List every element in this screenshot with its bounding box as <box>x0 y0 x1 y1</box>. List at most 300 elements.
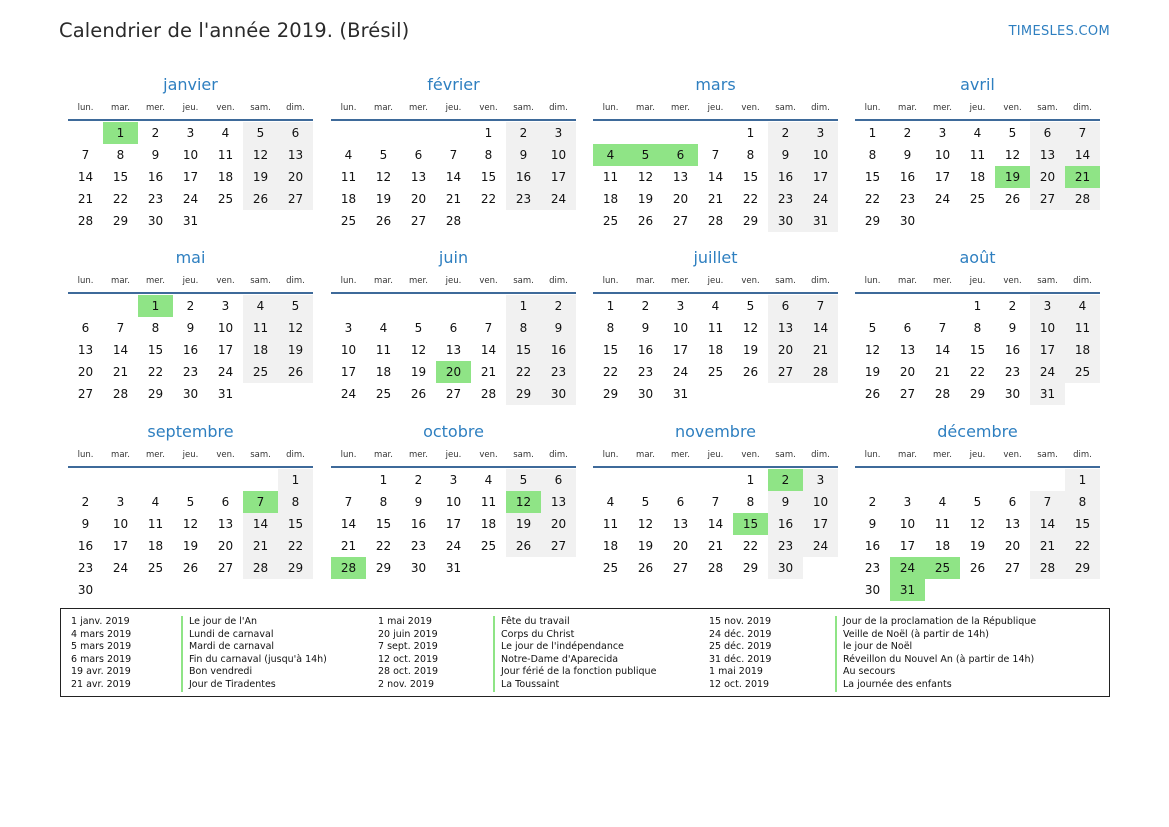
weekday-label: sam. <box>775 450 796 460</box>
day-cell: 7 <box>803 295 838 317</box>
day-cell: 10 <box>112 517 129 531</box>
day-cell-empty <box>68 469 103 491</box>
day-cell: 21 <box>480 365 497 379</box>
day-cell: 24 <box>217 365 234 379</box>
day-cell: 17 <box>899 539 916 553</box>
day-cell: 4 <box>151 495 160 509</box>
day-cell: 26 <box>969 561 986 575</box>
day-cell: 1 <box>278 469 313 491</box>
day-cell: 10 <box>541 144 576 166</box>
weekday-label: jeu. <box>445 103 462 113</box>
month-name: juin <box>438 248 469 267</box>
weekday-label: ven. <box>479 450 498 460</box>
day-cell: 25 <box>1065 361 1100 383</box>
day-cell: 20 <box>77 365 94 379</box>
weekday-label: jeu. <box>182 103 199 113</box>
day-grid <box>855 122 1100 232</box>
weekday-label: ven. <box>741 450 760 460</box>
day-cell: 26 <box>278 361 313 383</box>
day-cell-empty <box>855 469 890 491</box>
day-cell: 8 <box>116 148 125 162</box>
day-cell: 12 <box>243 144 278 166</box>
day-cell: 18 <box>480 517 497 531</box>
weekday-label: mer. <box>146 450 165 460</box>
day-cell: 16 <box>637 343 654 357</box>
day-cell: 21 <box>1030 535 1065 557</box>
holiday-cell: 21 <box>1065 166 1100 188</box>
day-cell: 22 <box>278 535 313 557</box>
day-cell: 26 <box>410 387 427 401</box>
weekday-label: sam. <box>513 276 534 286</box>
day-cell: 28 <box>1065 188 1100 210</box>
holiday-cell: 12 <box>506 491 541 513</box>
day-cell: 8 <box>973 321 982 335</box>
day-cell: 6 <box>768 295 803 317</box>
holiday-cell: 5 <box>628 144 663 166</box>
day-cell: 14 <box>340 517 357 531</box>
month-name: décembre <box>937 422 1018 441</box>
day-cell: 12 <box>864 343 881 357</box>
weekday-header <box>331 447 576 463</box>
weekday-header <box>855 273 1100 289</box>
day-cell: 22 <box>742 539 759 553</box>
day-cell: 30 <box>147 214 164 228</box>
day-cell: 22 <box>375 539 392 553</box>
day-cell: 23 <box>768 188 803 210</box>
legend-holiday-name: Le jour de l'An <box>181 616 327 629</box>
day-cell: 10 <box>934 148 951 162</box>
day-cell: 17 <box>1030 339 1065 361</box>
day-cell: 8 <box>868 148 877 162</box>
weekday-label: sam. <box>513 450 534 460</box>
day-cell: 13 <box>768 317 803 339</box>
day-cell: 9 <box>414 495 423 509</box>
day-grid <box>593 295 838 405</box>
day-cell: 15 <box>112 170 129 184</box>
day-cell: 21 <box>707 192 724 206</box>
month-calendar <box>331 74 576 232</box>
day-cell: 5 <box>278 295 313 317</box>
day-cell: 13 <box>1004 517 1021 531</box>
day-cell: 28 <box>112 387 129 401</box>
day-cell: 11 <box>480 495 497 509</box>
day-cell: 18 <box>217 170 234 184</box>
day-cell: 10 <box>672 321 689 335</box>
day-cell: 18 <box>602 192 619 206</box>
day-cell: 14 <box>1065 144 1100 166</box>
day-cell: 12 <box>182 517 199 531</box>
legend-holiday-name: Fête du travail <box>493 616 656 629</box>
day-cell: 9 <box>151 148 160 162</box>
day-grid <box>68 122 313 232</box>
day-cell: 4 <box>243 295 278 317</box>
header-divider <box>593 119 838 121</box>
day-cell: 9 <box>768 144 803 166</box>
day-cell: 23 <box>77 561 94 575</box>
day-cell: 4 <box>1065 295 1100 317</box>
day-cell: 25 <box>243 361 278 383</box>
day-cell: 8 <box>506 317 541 339</box>
day-grid <box>331 295 576 405</box>
holiday-cell: 4 <box>593 144 628 166</box>
day-cell: 28 <box>480 387 497 401</box>
day-cell: 8 <box>746 495 755 509</box>
day-cell: 20 <box>672 192 689 206</box>
weekday-label: ven. <box>741 103 760 113</box>
day-cell: 4 <box>973 126 982 140</box>
day-cell: 27 <box>278 188 313 210</box>
day-cell: 2 <box>151 126 160 140</box>
day-cell-empty <box>995 469 1030 491</box>
day-cell: 6 <box>541 469 576 491</box>
day-cell: 11 <box>934 517 951 531</box>
legend-holiday-name: Corps du Christ <box>493 629 656 642</box>
day-cell-empty <box>401 295 436 317</box>
weekday-label: dim. <box>286 276 305 286</box>
weekday-label: dim. <box>286 103 305 113</box>
day-cell: 20 <box>1030 166 1065 188</box>
day-cell: 25 <box>480 539 497 553</box>
day-cell: 17 <box>340 365 357 379</box>
day-cell: 1 <box>506 295 541 317</box>
weekday-label: mer. <box>671 276 690 286</box>
day-cell: 20 <box>217 539 234 553</box>
day-cell: 12 <box>637 517 654 531</box>
weekday-label: ven. <box>216 103 235 113</box>
day-cell: 8 <box>151 321 160 335</box>
legend-holiday-name: Veille de Noël (à partir de 14h) <box>835 629 1036 642</box>
day-cell: 22 <box>1065 535 1100 557</box>
day-cell: 30 <box>541 383 576 405</box>
day-cell: 6 <box>81 321 90 335</box>
day-cell: 4 <box>379 321 388 335</box>
weekday-label: mer. <box>933 276 952 286</box>
header-divider <box>68 119 313 121</box>
holiday-cell: 1 <box>103 122 138 144</box>
legend-date: 28 oct. 2019 <box>378 666 439 678</box>
weekday-label: mar. <box>374 450 393 460</box>
month-calendar <box>68 74 313 232</box>
day-cell: 26 <box>243 188 278 210</box>
day-cell: 10 <box>182 148 199 162</box>
day-cell: 12 <box>969 517 986 531</box>
day-cell: 9 <box>641 321 650 335</box>
day-cell: 29 <box>112 214 129 228</box>
day-cell: 26 <box>637 561 654 575</box>
day-cell: 5 <box>746 299 755 313</box>
month-name: novembre <box>674 422 757 441</box>
weekday-label: mar. <box>111 103 130 113</box>
weekday-header <box>855 447 1100 463</box>
day-cell: 20 <box>410 192 427 206</box>
day-cell: 28 <box>707 561 724 575</box>
day-cell: 23 <box>899 192 916 206</box>
day-cell: 3 <box>803 122 838 144</box>
day-cell-empty <box>366 295 401 317</box>
holiday-cell: 31 <box>890 579 925 601</box>
day-cell: 19 <box>410 365 427 379</box>
day-cell-empty <box>960 469 995 491</box>
day-cell-empty <box>925 295 960 317</box>
day-cell: 11 <box>375 343 392 357</box>
header-divider <box>593 292 838 294</box>
day-cell: 5 <box>506 469 541 491</box>
day-cell: 2 <box>414 473 423 487</box>
month-name: mars <box>695 75 736 94</box>
day-cell: 13 <box>672 517 689 531</box>
day-cell: 10 <box>1030 317 1065 339</box>
day-cell: 20 <box>899 365 916 379</box>
day-cell: 1 <box>606 299 615 313</box>
weekday-label: dim. <box>1073 276 1092 286</box>
day-cell-empty <box>890 469 925 491</box>
day-cell: 7 <box>484 321 493 335</box>
legend-name-column <box>493 616 656 692</box>
day-cell-empty <box>698 122 733 144</box>
day-cell: 3 <box>676 299 685 313</box>
weekday-label: sam. <box>1037 103 1058 113</box>
day-cell: 6 <box>221 495 230 509</box>
holiday-cell: 7 <box>243 491 278 513</box>
day-cell-empty <box>208 469 243 491</box>
day-cell: 29 <box>742 561 759 575</box>
day-cell: 29 <box>602 387 619 401</box>
weekday-header <box>855 100 1100 116</box>
day-cell: 18 <box>375 365 392 379</box>
day-cell: 23 <box>1004 365 1021 379</box>
brand-link[interactable]: TIMESLES.COM <box>1008 24 1110 39</box>
day-cell-empty <box>331 122 366 144</box>
day-cell: 9 <box>903 148 912 162</box>
day-cell: 15 <box>1065 513 1100 535</box>
day-cell: 11 <box>243 317 278 339</box>
legend-holiday-name: La Toussaint <box>493 679 656 692</box>
day-cell: 4 <box>344 148 353 162</box>
day-cell-empty <box>331 295 366 317</box>
weekday-label: lun. <box>340 276 357 286</box>
day-cell: 23 <box>506 188 541 210</box>
day-cell: 16 <box>410 517 427 531</box>
day-cell: 19 <box>864 365 881 379</box>
day-cell: 14 <box>243 513 278 535</box>
day-cell-empty <box>366 122 401 144</box>
day-cell: 7 <box>938 321 947 335</box>
weekday-label: jeu. <box>969 450 986 460</box>
day-cell: 14 <box>934 343 951 357</box>
day-cell: 30 <box>864 583 881 597</box>
day-cell: 6 <box>278 122 313 144</box>
day-cell: 23 <box>637 365 654 379</box>
day-cell: 24 <box>672 365 689 379</box>
legend-holiday-name: La journée des enfants <box>835 679 1036 692</box>
day-cell: 27 <box>217 561 234 575</box>
day-grid <box>855 295 1100 405</box>
day-cell: 30 <box>768 557 803 579</box>
day-cell: 22 <box>602 365 619 379</box>
day-cell-empty <box>243 469 278 491</box>
day-cell-empty <box>855 295 890 317</box>
weekday-label: jeu. <box>707 450 724 460</box>
day-cell: 28 <box>1030 557 1065 579</box>
weekday-label: jeu. <box>182 276 199 286</box>
day-cell: 9 <box>186 321 195 335</box>
month-calendar <box>331 247 576 405</box>
day-cell-empty <box>663 122 698 144</box>
weekday-label: lun. <box>77 450 94 460</box>
legend-holiday-name: Notre-Dame d'Aparecida <box>493 654 656 667</box>
weekday-label: lun. <box>77 276 94 286</box>
day-cell: 15 <box>147 343 164 357</box>
day-cell: 31 <box>1030 383 1065 405</box>
weekday-label: dim. <box>811 276 830 286</box>
day-cell: 20 <box>768 339 803 361</box>
weekday-label: sam. <box>1037 276 1058 286</box>
day-cell-empty <box>436 122 471 144</box>
day-cell: 7 <box>116 321 125 335</box>
weekday-label: dim. <box>549 276 568 286</box>
day-cell: 17 <box>934 170 951 184</box>
day-cell: 5 <box>414 321 423 335</box>
day-cell: 19 <box>182 539 199 553</box>
day-cell: 8 <box>606 321 615 335</box>
month-calendar <box>593 74 838 232</box>
day-cell: 17 <box>112 539 129 553</box>
day-cell: 15 <box>506 339 541 361</box>
day-cell: 3 <box>803 469 838 491</box>
day-cell: 11 <box>602 517 619 531</box>
day-cell: 8 <box>1065 491 1100 513</box>
day-cell: 25 <box>147 561 164 575</box>
weekday-label: mar. <box>636 276 655 286</box>
day-cell: 5 <box>1008 126 1017 140</box>
day-cell: 28 <box>934 387 951 401</box>
weekday-label: dim. <box>1073 103 1092 113</box>
day-cell: 27 <box>672 561 689 575</box>
day-cell: 16 <box>899 170 916 184</box>
day-cell: 11 <box>340 170 357 184</box>
weekday-label: lun. <box>340 103 357 113</box>
day-cell: 19 <box>243 166 278 188</box>
day-cell: 12 <box>1004 148 1021 162</box>
day-cell: 14 <box>112 343 129 357</box>
day-cell: 21 <box>77 192 94 206</box>
legend-date-column <box>378 616 438 692</box>
day-cell: 18 <box>969 170 986 184</box>
legend-holiday-name: Fin du carnaval (jusqu'à 14h) <box>181 654 327 667</box>
day-cell: 23 <box>410 539 427 553</box>
day-cell: 27 <box>1004 561 1021 575</box>
weekday-label: mer. <box>146 276 165 286</box>
day-cell: 21 <box>934 365 951 379</box>
weekday-label: ven. <box>1003 450 1022 460</box>
legend-date: 1 mai 2019 <box>378 616 432 627</box>
day-cell: 7 <box>81 148 90 162</box>
day-cell: 9 <box>1008 321 1017 335</box>
day-cell: 28 <box>445 214 462 228</box>
weekday-label: ven. <box>741 276 760 286</box>
weekday-label: mer. <box>933 103 952 113</box>
weekday-label: dim. <box>286 450 305 460</box>
legend-date-column <box>71 616 131 692</box>
day-cell: 16 <box>182 343 199 357</box>
day-cell: 2 <box>541 295 576 317</box>
weekday-label: mer. <box>409 450 428 460</box>
day-cell: 13 <box>217 517 234 531</box>
weekday-header <box>593 447 838 463</box>
day-cell: 21 <box>707 539 724 553</box>
day-grid <box>331 122 576 232</box>
day-cell: 25 <box>375 387 392 401</box>
day-cell: 17 <box>541 166 576 188</box>
day-cell: 12 <box>278 317 313 339</box>
legend-holiday-name: Lundi de carnaval <box>181 629 327 642</box>
day-cell: 20 <box>278 166 313 188</box>
day-cell: 1 <box>746 126 755 140</box>
day-cell: 20 <box>672 539 689 553</box>
month-name: janvier <box>163 75 218 94</box>
legend-holiday-name: Le jour de l'indépendance <box>493 641 656 654</box>
legend-date-column <box>709 616 771 692</box>
day-cell: 19 <box>969 539 986 553</box>
holiday-cell: 2 <box>768 469 803 491</box>
day-cell: 10 <box>340 343 357 357</box>
day-cell: 21 <box>243 535 278 557</box>
weekday-label: mer. <box>671 103 690 113</box>
day-cell: 27 <box>672 214 689 228</box>
day-cell: 29 <box>147 387 164 401</box>
header-divider <box>68 466 313 468</box>
header-divider <box>593 466 838 468</box>
day-cell: 24 <box>803 535 838 557</box>
day-cell: 30 <box>637 387 654 401</box>
day-cell: 15 <box>278 513 313 535</box>
legend-date: 12 oct. 2019 <box>709 678 770 690</box>
day-cell: 17 <box>182 170 199 184</box>
legend-holiday-name: Jour férié de la fonction publique <box>493 666 656 679</box>
day-cell: 14 <box>445 170 462 184</box>
month-calendar <box>855 421 1100 601</box>
day-cell: 5 <box>868 321 877 335</box>
day-cell: 18 <box>243 339 278 361</box>
day-cell: 4 <box>221 126 230 140</box>
day-cell: 17 <box>217 343 234 357</box>
weekday-label: mar. <box>111 276 130 286</box>
legend-date: 15 nov. 2019 <box>709 616 772 627</box>
day-cell: 10 <box>899 517 916 531</box>
weekday-label: dim. <box>1073 450 1092 460</box>
weekday-label: lun. <box>602 103 619 113</box>
weekday-label: sam. <box>513 103 534 113</box>
day-cell: 22 <box>506 361 541 383</box>
legend-date: 19 avr. 2019 <box>71 666 131 678</box>
day-cell: 25 <box>217 192 234 206</box>
legend-date: 2 nov. 2019 <box>378 678 434 690</box>
day-cell: 22 <box>147 365 164 379</box>
holiday-cell: 28 <box>331 557 366 579</box>
day-cell: 13 <box>77 343 94 357</box>
day-cell: 27 <box>768 361 803 383</box>
weekday-header <box>68 100 313 116</box>
month-calendar <box>855 74 1100 232</box>
day-cell: 3 <box>938 126 947 140</box>
day-cell: 12 <box>637 170 654 184</box>
day-cell: 23 <box>541 361 576 383</box>
day-cell-empty <box>890 295 925 317</box>
day-cell: 1 <box>746 473 755 487</box>
day-cell: 11 <box>147 517 164 531</box>
day-cell: 15 <box>742 170 759 184</box>
day-cell: 30 <box>899 214 916 228</box>
